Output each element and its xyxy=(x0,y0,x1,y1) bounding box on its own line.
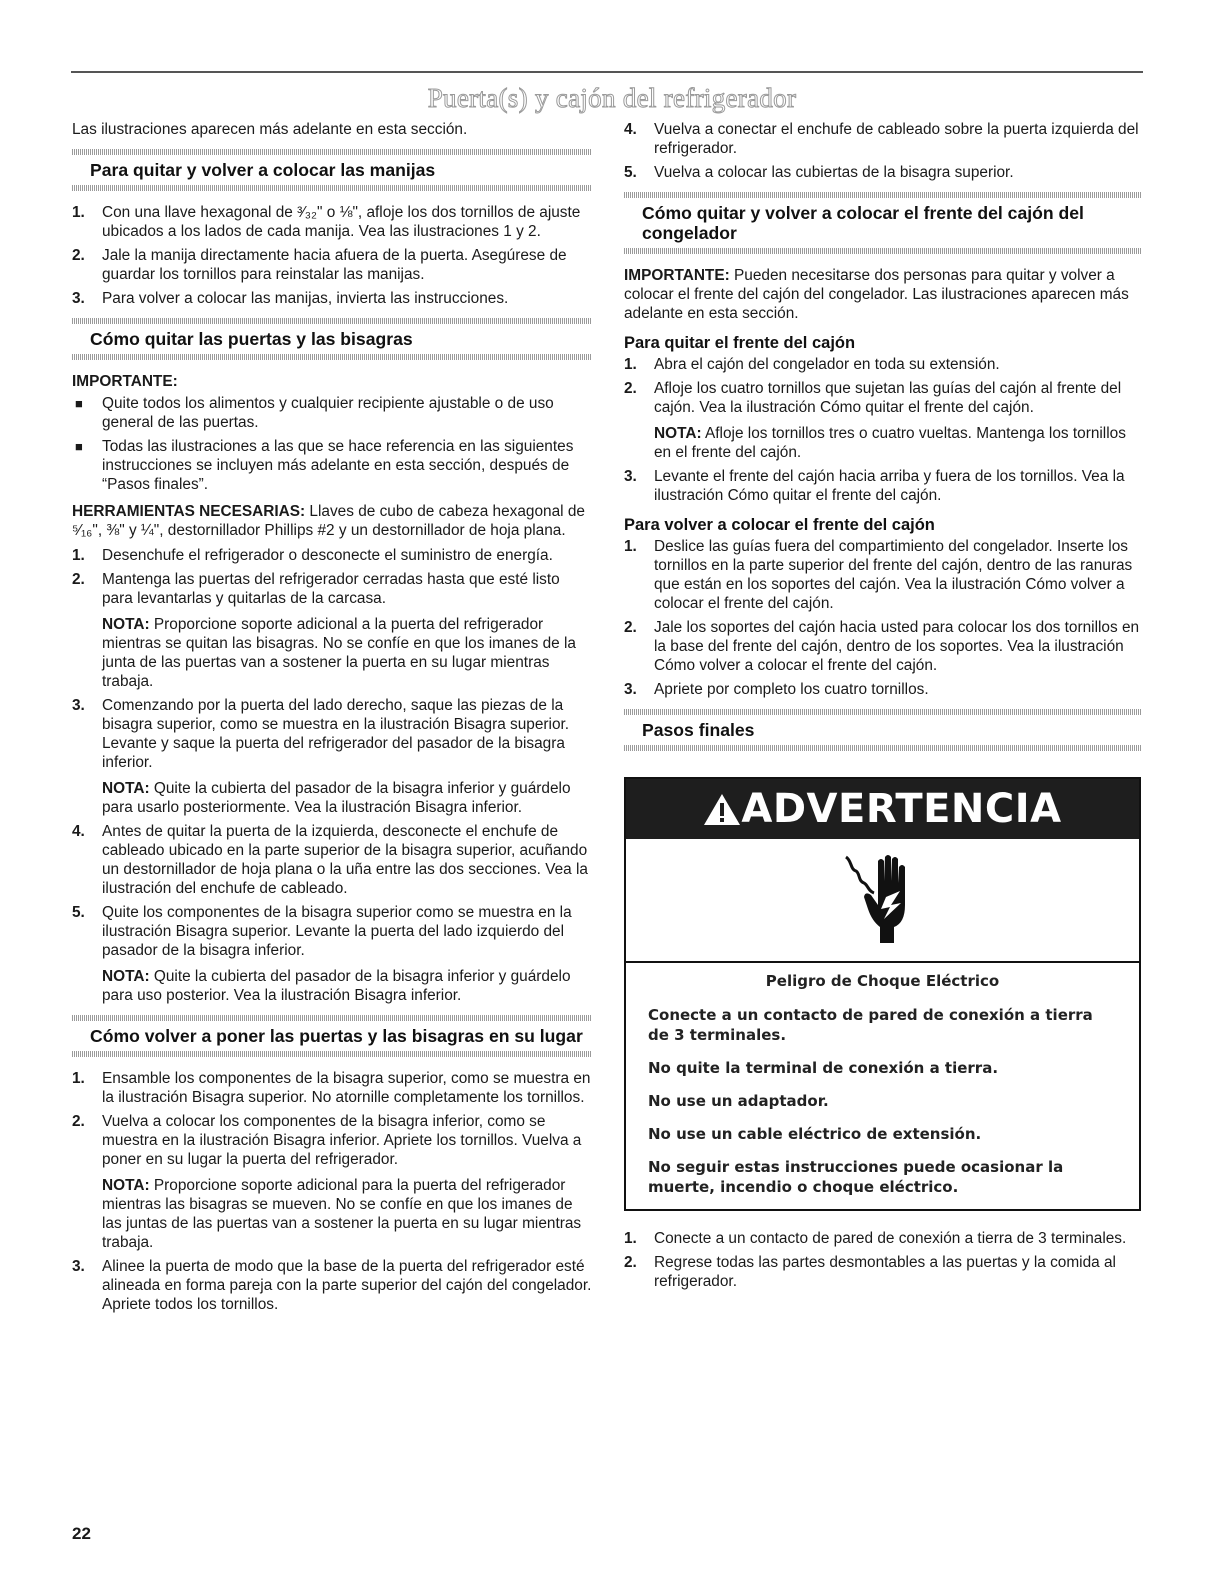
warning-header xyxy=(626,779,1139,839)
section-title-handles: Para quitar y volver a colocar las manijas xyxy=(90,160,436,180)
warning-line: No use un cable eléctrico de extensión. xyxy=(648,1125,982,1143)
hatch-rule xyxy=(624,709,1141,715)
hatch-rule xyxy=(72,185,592,191)
warning-title: ADVERTENCIA xyxy=(741,786,1062,832)
warning-line: No seguir estas instrucciones puede ocasionar la muerte, incendio o choque eléctrico. xyxy=(648,1158,1064,1196)
note: NOTA: Quite la cubierta del pasador de la bisagra inferior y guárdelo para usarlo posteriormente. Vea la ilustración Bisagra inferior. xyxy=(102,780,571,816)
important-bullets xyxy=(72,394,592,494)
warning-line: No use un adaptador. xyxy=(648,1092,829,1110)
list-item: 3. Apriete por completo los cuatro tornillos. xyxy=(624,681,929,698)
list-item: 3. Levante el frente del cajón hacia arriba y fuera de los tornillos. Vea la ilustración Cómo quitar el frente del cajón. xyxy=(624,468,1125,504)
hatch-rule xyxy=(72,1051,592,1057)
section-header-handles xyxy=(72,149,592,191)
reinstall-steps-continued xyxy=(624,120,1141,182)
list-item: 2. Afloje los cuatro tornillos que sujetan las guías del cajón al frente del cajón. Vea la ilustración Cómo quitar el frente del cajón. NOTA: Afloje los tornillos tres o cuatro vueltas. Mantenga los tornillos en el frente del cajón. xyxy=(624,379,1141,462)
doors-steps xyxy=(72,546,592,1005)
section-header-final-steps xyxy=(624,709,1141,751)
note: NOTA: Afloje los tornillos tres o cuatro vueltas. Mantenga los tornillos en el frente del cajón. xyxy=(654,425,1126,461)
bullet-square-icon: ■ xyxy=(75,396,83,411)
list-item: 2. Regrese todas las partes desmontables a las puertas y la comida al refrigerador. xyxy=(624,1254,1116,1290)
list-item: 3. Alinee la puerta de modo que la base de la puerta del refrigerador esté alineada en forma pareja con la parte superior del cajón del congelador. Apriete todos los tornillos. xyxy=(72,1258,592,1313)
page-number: 22 xyxy=(72,1524,91,1543)
bullet-item: ■ Quite todos los alimentos y cualquier recipiente ajustable o de uso general de las puertas. xyxy=(75,395,554,431)
hatch-rule xyxy=(72,1015,592,1021)
note: NOTA: Proporcione soporte adicional para la puerta del refrigerador mientras las bisagras se mueven. No se confíe en que los imanes de las juntas de las puertas van a sostener la puerta en su lugar mientras trabaja. xyxy=(102,1177,582,1251)
list-item: 3. Para volver a colocar las manijas, invierta las instrucciones. xyxy=(72,290,509,307)
list-item: 5. Vuelva a colocar las cubiertas de la bisagra superior. xyxy=(624,164,1014,181)
list-item: 5. Quite los componentes de la bisagra superior como se muestra en la ilustración Bisagra superior. Levante la puerta del lado izquierdo del pasador de la bisagra inferior. NOTA: Quite la cubierta del pasador de la bisagra inferior y guárdelo para uso posterior. Vea la ilustración Bisagra inferior. xyxy=(72,903,592,1005)
top-rule xyxy=(71,71,1143,73)
section-title-final-steps: Pasos finales xyxy=(642,720,755,740)
warning-line: No quite la terminal de conexión a tierra. xyxy=(648,1059,999,1077)
hatch-rule xyxy=(72,149,592,155)
bullet-square-icon: ■ xyxy=(75,439,83,454)
list-item: 2. Jale los soportes del cajón hacia usted para colocar los dos tornillos en la base del frente del cajón, dentro de los soportes. Vea la ilustración Cómo volver a colocar el frente del cajón. xyxy=(624,619,1140,674)
right-column xyxy=(624,120,1141,1296)
list-item: 2. Vuelva a colocar los componentes de la bisagra inferior, como se muestra en la ilustración Bisagra inferior. Apriete los tornillos. Vuelva a poner en su lugar la puerta del refrigerador. NOTA: Proporcione soporte adicional para la puerta del refrigerador mientras las bisagras se mueven. No se confíe en que los imanes de las juntas de las puertas van a sostener la puerta en su lugar mientras trabaja. xyxy=(72,1112,592,1252)
bullet-item: ■ Todas las ilustraciones a las que se hace referencia en las siguientes instrucciones se incluyen más adelante en esta sección, después de “Pasos finales”. xyxy=(75,438,574,493)
hatch-rule xyxy=(72,318,592,324)
handles-steps xyxy=(72,203,592,308)
tools-paragraph: HERRAMIENTAS NECESARIAS: Llaves de cubo de cabeza hexagonal de ⁵⁄₁₆", ⅜" y ¼", destornillador Phillips #2 y un destornillador de hoja plana. xyxy=(72,503,585,539)
replace-front-steps xyxy=(624,537,1141,699)
warning-line: Conecte a un contacto de pared de conexión a tierra de 3 terminales. xyxy=(648,1006,1093,1044)
hatch-rule xyxy=(624,192,1141,198)
left-column xyxy=(72,120,592,1319)
subsection-title-replace-front: Para volver a colocar el frente del cajón xyxy=(624,516,935,534)
hatch-rule xyxy=(624,248,1141,254)
section-title-reinstall: Cómo volver a poner las puertas y las bisagras en su lugar xyxy=(90,1026,583,1046)
section-header-reinstall xyxy=(72,1015,592,1057)
list-item: 1. Conecte a un contacto de pared de conexión a tierra de 3 terminales. xyxy=(624,1230,1127,1247)
subsection-title-remove-front: Para quitar el frente del cajón xyxy=(624,334,856,352)
list-item: 1. Deslice las guías fuera del compartimiento del congelador. Inserte los tornillos en la parte superior del frente del cajón, dentro de las ranuras que están en los soportes del cajón. Vea la ilustración Cómo volver a colocar el frente del cajón. xyxy=(624,538,1133,612)
warning-body xyxy=(626,963,1139,1209)
final-steps xyxy=(624,1229,1141,1291)
list-item: 1. Ensamble los componentes de la bisagra superior, como se muestra en la ilustración Bisagra superior. No atornille completamente los tornillos. xyxy=(72,1070,591,1106)
drawer-important-paragraph: IMPORTANTE: Pueden necesitarse dos personas para quitar y volver a colocar el frente del cajón del congelador. Las ilustraciones aparecen más adelante en esta sección. xyxy=(624,267,1129,322)
list-item: 4. Antes de quitar la puerta de la izquierda, desconecte el enchufe de cableado ubicado en la parte superior de la bisagra superior, acuñando un destornillador de hoja plana o la uña entre las dos secciones. Vea la ilustración del enchufe de cableado. xyxy=(72,823,588,897)
important-label: IMPORTANTE: xyxy=(72,373,178,390)
list-item: 2. Jale la manija directamente hacia afuera de la puerta. Asegúrese de guardar los tornillos para reinstalar las manijas. xyxy=(72,247,567,283)
section-header-doors xyxy=(72,318,592,360)
warning-triangle-icon xyxy=(703,792,741,826)
intro-text: Las ilustraciones aparecen más adelante en esta sección. xyxy=(72,121,468,138)
hatch-rule xyxy=(624,745,1141,751)
section-title-doors: Cómo quitar las puertas y las bisagras xyxy=(90,329,413,349)
note: NOTA: Proporcione soporte adicional a la puerta del refrigerador mientras se quitan las bisagras. No se confíe en que los imanes de la junta de las puertas van a sostener la puerta en su lugar mientras trabaja. xyxy=(102,616,576,690)
section-header-drawer xyxy=(624,192,1141,254)
remove-front-steps xyxy=(624,355,1141,505)
note: NOTA: Quite la cubierta del pasador de la bisagra inferior y guárdelo para uso posterior. Vea la ilustración Bisagra inferior. xyxy=(102,968,571,1004)
warning-icon-area xyxy=(626,839,1139,963)
page-title: Puerta(s) y cajón del refrigerador xyxy=(427,83,797,113)
list-item: 2. Mantenga las puertas del refrigerador cerradas hasta que esté listo para levantarlas y quitarlas de la carcasa. NOTA: Proporcione soporte adicional a la puerta del refrigerador mientras se quitan las bisagras. No se confíe en que los imanes de la junta de las puertas van a sostener la puerta en su lugar mientras trabaja. xyxy=(72,570,592,691)
hatch-rule xyxy=(72,354,592,360)
warning-box xyxy=(624,777,1141,1211)
list-item: 3. Comenzando por la puerta del lado derecho, saque las piezas de la bisagra superior, como se muestra en la ilustración Bisagra superior. Levante y saque la puerta del refrigerador del pasador de la bisagra inferior. NOTA: Quite la cubierta del pasador de la bisagra inferior y guárdelo para usarlo posteriormente. Vea la ilustración Bisagra inferior. xyxy=(72,696,592,817)
list-item: 1. Desenchufe el refrigerador o desconecte el suministro de energía. xyxy=(72,547,553,564)
electric-shock-hand-icon xyxy=(838,847,928,947)
hazard-title: Peligro de Choque Eléctrico xyxy=(765,972,1000,990)
section-title-drawer: Cómo quitar y volver a colocar el frente del cajón del congelador xyxy=(642,203,1084,243)
list-item: 4. Vuelva a conectar el enchufe de cableado sobre la puerta izquierda del refrigerador. xyxy=(624,121,1139,157)
list-item: 1. Con una llave hexagonal de ³⁄₃₂" o ⅛", afloje los dos tornillos de ajuste ubicados a los lados de cada manija. Vea las ilustraciones 1 y 2. xyxy=(72,204,581,240)
list-item: 1. Abra el cajón del congelador en toda su extensión. xyxy=(624,356,1000,373)
reinstall-steps xyxy=(72,1069,592,1314)
